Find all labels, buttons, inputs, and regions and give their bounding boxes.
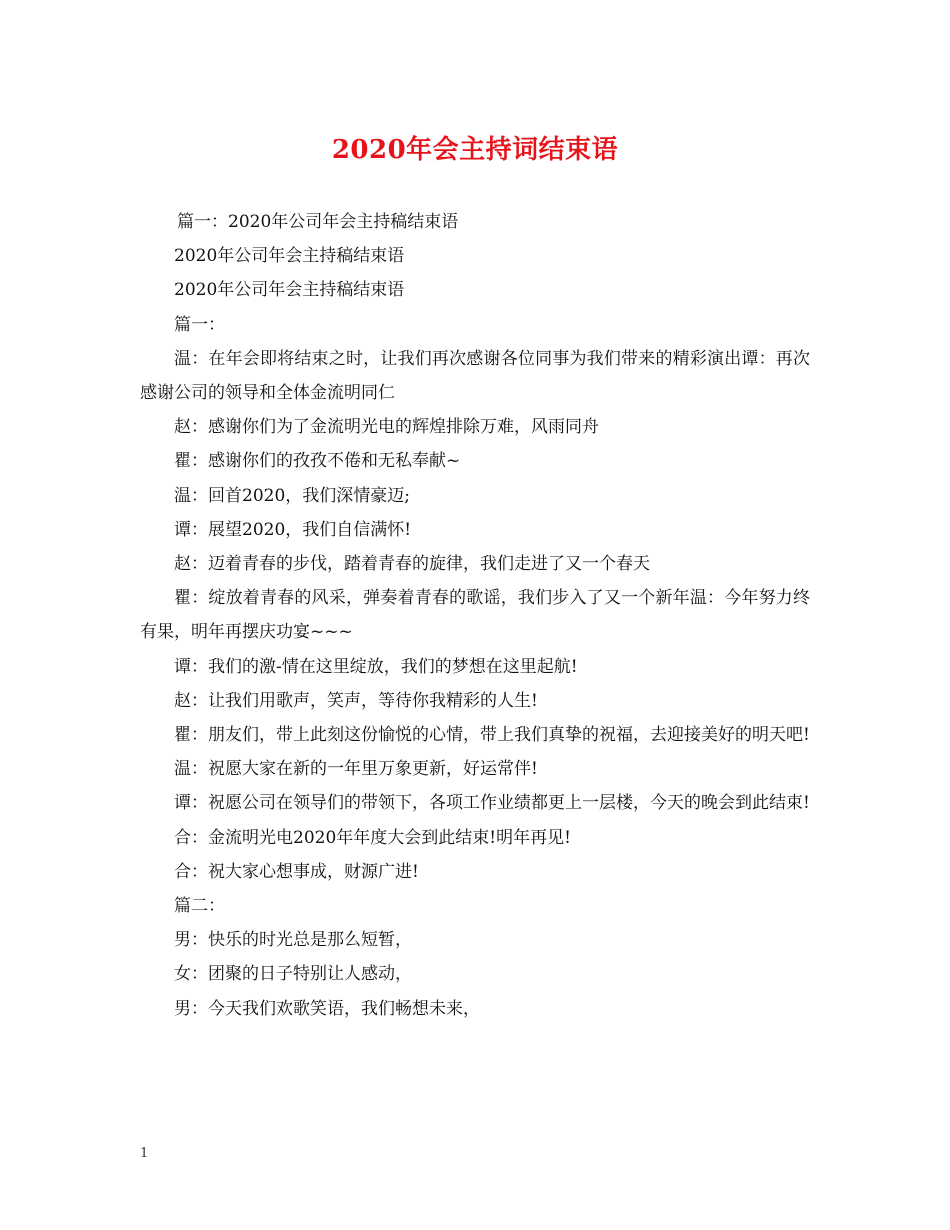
- page-title: 2020年会主持词结束语: [331, 135, 619, 165]
- paragraph: 篇一：: [174, 314, 225, 335]
- paragraph: 男：今天我们欢歌笑语，我们畅想未来，: [174, 998, 480, 1019]
- paragraph: 谭：我们的激-情在这里绽放，我们的梦想在这里起航!: [174, 656, 578, 677]
- paragraph: 篇二：: [174, 896, 225, 917]
- paragraph: 女：团聚的日子特别让人感动，: [174, 964, 412, 985]
- paragraph: 赵：感谢你们为了金流明光电的辉煌排除万难，风雨同舟: [174, 417, 599, 438]
- paragraph: 篇一：2020年公司年会主持稿结束语: [177, 212, 459, 232]
- paragraph: 温：祝愿大家在新的一年里万象更新，好运常伴!: [174, 759, 538, 780]
- paragraph: 2020年公司年会主持稿结束语: [174, 280, 405, 301]
- paragraph: 谭：祝愿公司在领导们的带领下，各项工作业绩都更上一层楼，今天的晚会到此结束!: [174, 793, 810, 814]
- paragraph: 赵：让我们用歌声，笑声，等待你我精彩的人生!: [174, 690, 538, 711]
- paragraph: 瞿：绽放着青春的风采，弹奏着青春的歌谣，我们步入了又一个新年温：今年努力终有果，明年再摆庆功宴~~~: [140, 588, 810, 643]
- paragraph: 瞿：朋友们，带上此刻这份愉悦的心情，带上我们真挚的祝福，去迎接美好的明天吧!: [174, 725, 810, 746]
- paragraph: 瞿：感谢你们的孜孜不倦和无私奉献~: [174, 451, 461, 472]
- paragraph: 谭：展望2020，我们自信满怀!: [174, 519, 412, 540]
- paragraph: 温：回首2020，我们深情豪迈;: [174, 485, 410, 506]
- paragraph: 合：金流明光电2020年年度大会到此结束!明年再见!: [174, 827, 571, 848]
- paragraph: 赵：迈着青春的步伐，踏着青春的旋律，我们走进了又一个春天: [174, 554, 650, 575]
- paragraph: 合：祝大家心想事成，财源广进!: [174, 861, 419, 882]
- paragraph: 男：快乐的时光总是那么短暂，: [174, 930, 412, 951]
- paragraph: 2020年公司年会主持稿结束语: [174, 246, 405, 267]
- document-body: [140, 205, 810, 1026]
- paragraph: 温：在年会即将结束之时，让我们再次感谢各位同事为我们带来的精彩演出谭：再次感谢公司的领导和全体金流明同仁: [140, 348, 810, 404]
- page-number: 1: [140, 1146, 149, 1161]
